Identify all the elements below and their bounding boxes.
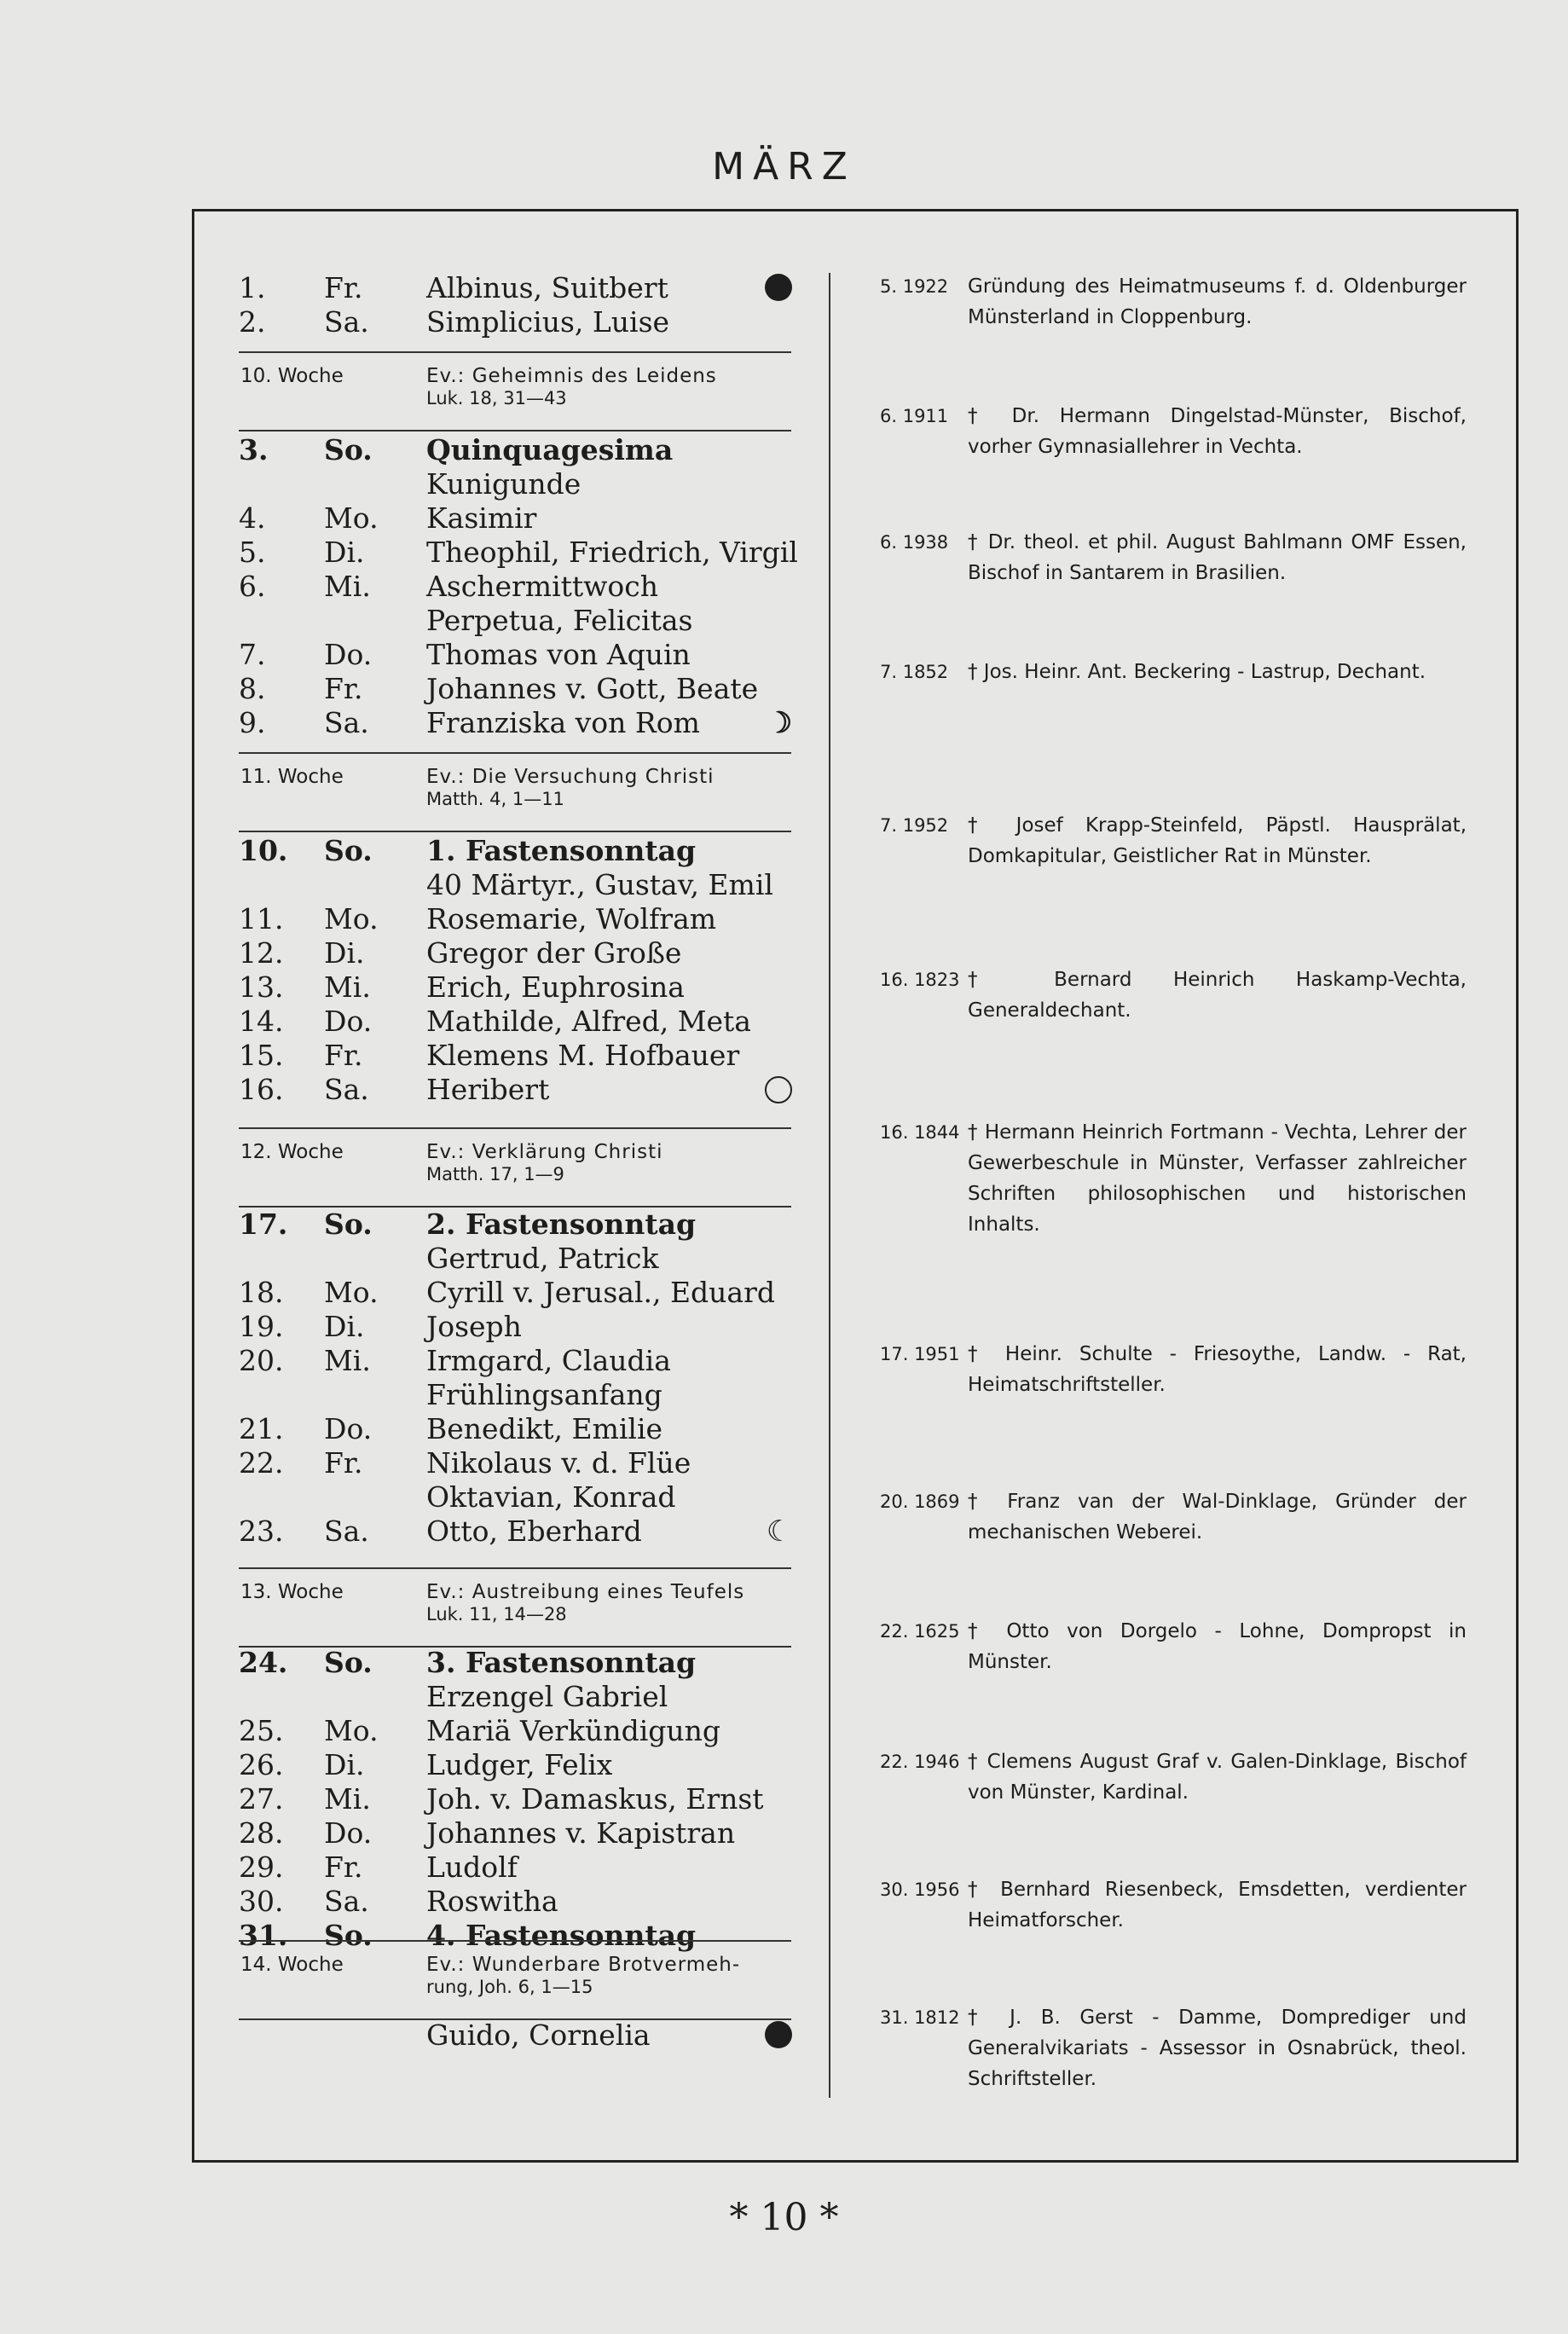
saint-names: 40 Märtyr., Gustav, Emil [426,868,773,901]
day-number: 8. [239,672,266,705]
gospel-title: Ev.: Austreibung eines Teufels [426,1581,745,1603]
day-number: 13. [239,970,284,1004]
event-date: 16. 1823 [880,970,960,990]
saint-names: Kunigunde [426,467,581,501]
day-number: 28. [239,1816,284,1850]
gospel-reference: Matth. 17, 1—9 [426,1164,564,1184]
event-text: † Bernard Heinrich Haskamp-Vechta, Generaldechant. [968,969,1467,1022]
weekday: Fr. [324,1446,363,1480]
event-date: 30. 1956 [880,1879,960,1900]
saint-names: Quinquagesima [426,433,674,466]
weekday: Mo. [324,902,379,935]
day-number: 27. [239,1782,284,1816]
weekday: Sa. [324,706,369,739]
last-quarter-moon-icon: ☾ [766,1514,793,1549]
full-moon-icon [765,1076,792,1103]
event-date: 7. 1852 [880,662,949,682]
weekday: Fr. [324,672,363,705]
event-text: † Hermann Heinrich Fortmann - Vechta, Lehrer der Gewerbeschule in Münster, Verfasser zahlreicher Schriften philosophischen und historischen Inhalts. [968,1121,1467,1236]
saint-names: Otto, Eberhard [426,1514,642,1548]
gospel-reference: Luk. 11, 14—28 [426,1604,567,1625]
saint-names: Mathilde, Alfred, Meta [426,1005,751,1038]
weekday: Do. [324,1005,373,1038]
weekday: Fr. [324,271,363,304]
event-date: 6. 1911 [880,406,949,426]
day-number: 3. [239,433,269,466]
weekday: So. [324,834,373,867]
saint-names: 1. Fastensonntag [426,834,697,867]
day-number: 31. [239,1919,288,1952]
saint-names: 2. Fastensonntag [426,1208,697,1241]
day-number: 16. [239,1073,284,1106]
event-date: 22. 1625 [880,1621,960,1642]
weekday: So. [324,433,373,466]
saint-names: Ludger, Felix [426,1748,613,1781]
weekday: Mo. [324,501,379,535]
weekday: Sa. [324,1885,369,1918]
anniversary-entry [870,401,1467,462]
event-text: † Bernhard Riesenbeck, Emsdetten, verdienter Heimatforscher. [968,1879,1467,1931]
day-number: 18. [239,1276,284,1309]
saint-names: Gregor der Große [426,936,682,970]
saint-names: Joh. v. Damaskus, Ernst [426,1782,764,1816]
week-gospel-block [239,752,791,832]
weekday: Di. [324,1748,365,1781]
gospel-title: Ev.: Verklärung Christi [426,1141,663,1163]
event-text: † Jos. Heinr. Ant. Beckering - Lastrup, Dechant. [968,661,1426,683]
first-quarter-moon-icon: ☽ [766,706,793,740]
weekday: So. [324,1919,373,1952]
weekday: Do. [324,1412,373,1445]
page-number: * 10 * [729,2196,839,2239]
event-text: † Dr. theol. et phil. August Bahlmann OMF Essen, Bischof in Santarem in Brasilien. [968,531,1467,584]
saint-names: Perpetua, Felicitas [426,604,693,637]
saint-names: Erich, Euphrosina [426,970,685,1004]
gospel-reference: Matth. 4, 1—11 [426,789,564,809]
saint-names: Irmgard, Claudia [426,1344,671,1377]
anniversary-entry [870,1616,1467,1677]
day-number: 6. [239,570,266,603]
saint-names: Theophil, Friedrich, Virgil [426,536,798,569]
saint-names: Joseph [426,1310,522,1343]
gospel-title: Ev.: Die Versuchung Christi [426,766,715,788]
day-number: 23. [239,1514,284,1548]
anniversary-entry [870,2002,1467,2094]
saint-names: Kasimir [426,501,537,535]
weekday: Mi. [324,570,371,603]
saint-names: Gertrud, Patrick [426,1242,659,1275]
event-date: 7. 1952 [880,815,949,836]
week-label: 13. Woche [240,1581,344,1603]
week-label: 10. Woche [240,365,344,387]
event-text: † Franz van der Wal-Dinklage, Gründer der mechanischen Weberei. [968,1491,1467,1543]
event-text: Gründung des Heimatmuseums f. d. Oldenburger Münsterland in Cloppenburg. [968,275,1467,328]
saint-names: 3. Fastensonntag [426,1646,697,1679]
saint-names: Franziska von Rom [426,706,700,739]
saint-names: Rosemarie, Wolfram [426,902,717,935]
gospel-title: Ev.: Wunderbare Brotvermeh- [426,1954,741,1976]
saint-names: Aschermittwoch [426,570,659,603]
saint-names: Thomas von Aquin [426,638,691,671]
day-number: 17. [239,1208,288,1241]
new-moon-icon [765,274,792,301]
event-text: † Dr. Hermann Dingelstad-Münster, Bischof, vorher Gymnasiallehrer in Vechta. [968,405,1467,458]
day-number: 15. [239,1039,284,1072]
anniversary-entry [870,527,1467,588]
day-number: 10. [239,834,288,867]
event-date: 16. 1844 [880,1122,960,1143]
anniversary-entry [870,1486,1467,1548]
day-number: 14. [239,1005,284,1038]
weekday: So. [324,1646,373,1679]
event-date: 20. 1869 [880,1491,960,1512]
day-number: 19. [239,1310,284,1343]
day-number: 30. [239,1885,284,1918]
anniversary-entry [870,1874,1467,1936]
week-gospel-block [239,1940,791,2020]
saint-names: Simplicius, Luise [426,305,670,339]
anniversary-entry [870,1117,1467,1240]
weekday: Mi. [324,1782,371,1816]
weekday: Di. [324,1310,365,1343]
saint-names: Cyrill v. Jerusal., Eduard [426,1276,775,1309]
week-gospel-block [239,351,791,431]
day-number: 2. [239,305,266,339]
event-date: 5. 1922 [880,276,949,297]
anniversary-entry [870,964,1467,1026]
saint-names: Frühlingsanfang [426,1378,662,1411]
weekday: Mi. [324,970,371,1004]
saint-names: Johannes v. Gott, Beate [426,672,759,705]
saint-names: Guido, Cornelia [426,2018,651,2052]
weekday: Do. [324,638,373,671]
day-number: 26. [239,1748,284,1781]
saint-names: Albinus, Suitbert [426,271,668,304]
saint-names: Heribert [426,1073,550,1106]
day-number: 7. [239,638,266,671]
event-text: † J. B. Gerst - Damme, Domprediger und Generalvikariats - Assessor in Osnabrück, theol. Schriftsteller. [968,2007,1467,2090]
weekday: So. [324,1208,373,1241]
weekday: Fr. [324,1850,363,1884]
week-gospel-block [239,1567,791,1648]
day-number: 24. [239,1646,288,1679]
weekday: Mo. [324,1714,379,1747]
event-text: † Otto von Dorgelo - Lohne, Dompropst in Münster. [968,1620,1467,1673]
saint-names: Benedikt, Emilie [426,1412,663,1445]
gospel-reference: rung, Joh. 6, 1—15 [426,1977,593,1997]
column-divider [829,273,830,2098]
week-label: 12. Woche [240,1141,344,1163]
saint-names: Ludolf [426,1850,518,1884]
weekday: Sa. [324,1514,369,1548]
saint-names: Mariä Verkündigung [426,1714,721,1747]
saint-names: Roswitha [426,1885,558,1918]
weekday: Fr. [324,1039,363,1072]
saint-names: 4. Fastensonntag [426,1919,697,1952]
week-label: 14. Woche [240,1954,344,1976]
anniversary-entry [870,657,1467,687]
weekday: Di. [324,536,365,569]
weekday: Sa. [324,1073,369,1106]
event-date: 22. 1946 [880,1752,960,1772]
new-moon-icon [765,2021,792,2048]
page-title: MÄRZ [712,145,856,188]
saint-names: Klemens M. Hofbauer [426,1039,740,1072]
day-number: 1. [239,271,266,304]
anniversary-entry [870,271,1467,333]
weekday: Do. [324,1816,373,1850]
event-date: 31. 1812 [880,2007,960,2028]
day-number: 25. [239,1714,284,1747]
event-text: † Josef Krapp-Steinfeld, Päpstl. Hausprälat, Domkapitular, Geistlicher Rat in Münster. [968,814,1467,867]
saint-names: Oktavian, Konrad [426,1480,676,1514]
anniversary-entry [870,810,1467,872]
week-gospel-block [239,1127,791,1208]
day-number: 29. [239,1850,284,1884]
day-number: 4. [239,501,266,535]
day-number: 12. [239,936,284,970]
anniversary-entry [870,1746,1467,1808]
week-label: 11. Woche [240,766,344,788]
day-number: 20. [239,1344,284,1377]
gospel-reference: Luk. 18, 31—43 [426,388,567,408]
weekday: Sa. [324,305,369,339]
day-number: 22. [239,1446,284,1480]
anniversary-entry [870,1339,1467,1400]
saint-names: Erzengel Gabriel [426,1680,668,1713]
saint-names: Johannes v. Kapistran [426,1816,736,1850]
weekday: Di. [324,936,365,970]
gospel-title: Ev.: Geheimnis des Leidens [426,365,717,387]
weekday: Mo. [324,1276,379,1309]
event-text: † Clemens August Graf v. Galen-Dinklage, Bischof von Münster, Kardinal. [968,1751,1467,1804]
saint-names: Nikolaus v. d. Flüe [426,1446,691,1480]
day-number: 9. [239,706,266,739]
weekday: Mi. [324,1344,371,1377]
event-date: 6. 1938 [880,532,949,553]
day-number: 21. [239,1412,284,1445]
day-number: 5. [239,536,266,569]
event-text: † Heinr. Schulte - Friesoythe, Landw. - Rat, Heimatschriftsteller. [968,1343,1467,1396]
day-number: 11. [239,902,284,935]
event-date: 17. 1951 [880,1344,960,1364]
